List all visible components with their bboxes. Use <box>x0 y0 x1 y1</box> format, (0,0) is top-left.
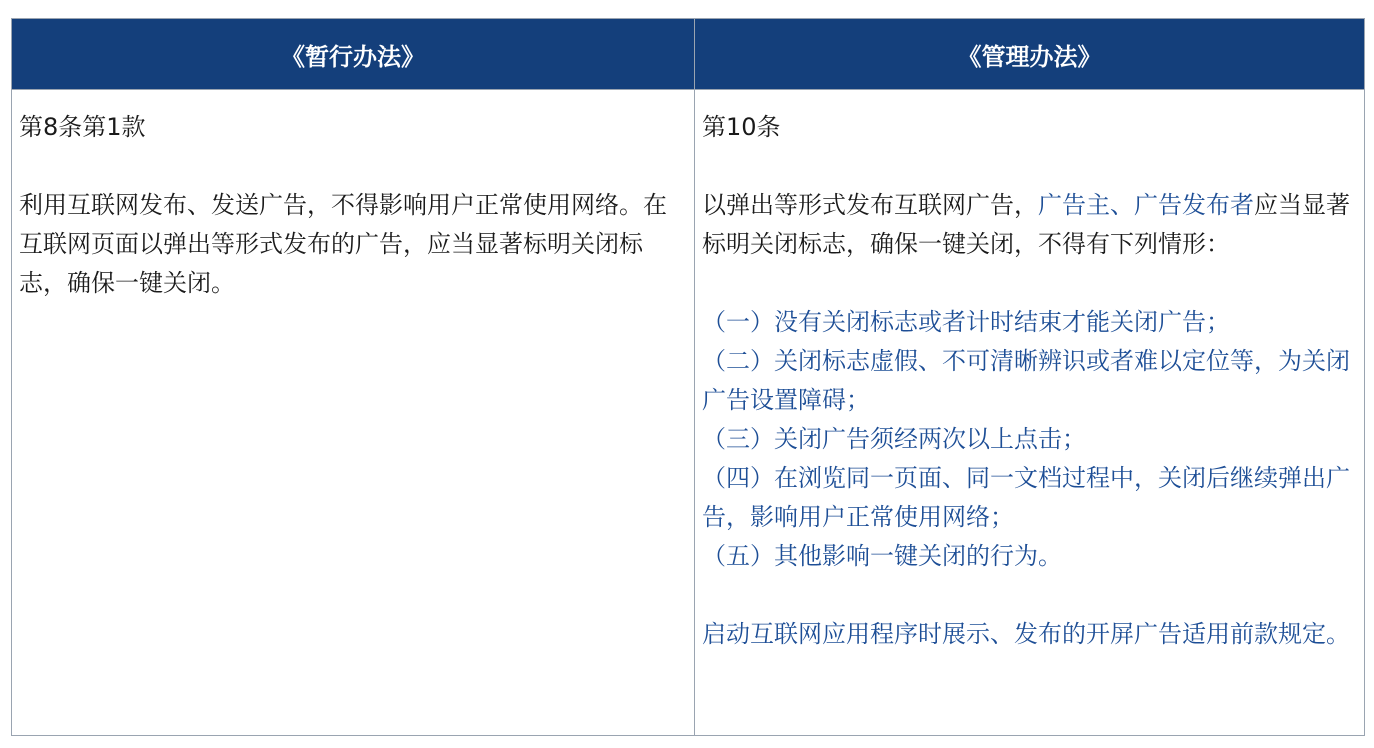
table-row <box>12 90 1365 736</box>
list-item: （二）关闭标志虚假、不可清晰辨识或者难以定位等，为关闭广告设置障碍； <box>702 347 1350 414</box>
intro-highlight: 广告主、广告发布者 <box>1038 191 1254 219</box>
list-item: （五）其他影响一键关闭的行为。 <box>702 542 1062 570</box>
intro-text-after: 应当显著标明关闭标志，确保一键关闭，不得有下列情形： <box>702 191 1350 258</box>
spacer <box>702 147 1354 186</box>
list-item: （一）没有关闭标志或者计时结束才能关闭广告； <box>702 308 1230 336</box>
right-article-intro <box>702 186 1354 264</box>
spacer <box>702 264 1354 303</box>
left-article-ref: 第8条第1款 <box>19 113 146 141</box>
right-closing-paragraph: 启动互联网应用程序时展示、发布的开屏广告适用前款规定。 <box>702 620 1350 648</box>
right-article-ref: 第10条 <box>702 113 781 141</box>
left-article-body: 利用互联网发布、发送广告，不得影响用户正常使用网络。在互联网页面以弹出等形式发布的广告，应当显著标明关闭标志，确保一键关闭。 <box>19 191 667 297</box>
list-item: （四）在浏览同一页面、同一文档过程中，关闭后继续弹出广告，影响用户正常使用网络； <box>702 464 1350 531</box>
comparison-table <box>11 18 1365 736</box>
left-cell <box>12 90 695 736</box>
header-interim-measures: 《暂行办法》 <box>12 19 695 90</box>
table-header-row <box>12 19 1365 90</box>
spacer <box>702 576 1354 615</box>
right-cell <box>695 90 1365 736</box>
spacer <box>19 147 684 186</box>
list-item: （三）关闭广告须经两次以上点击； <box>702 425 1086 453</box>
header-administrative-measures: 《管理办法》 <box>695 19 1365 90</box>
intro-text-before: 以弹出等形式发布互联网广告， <box>702 191 1038 219</box>
